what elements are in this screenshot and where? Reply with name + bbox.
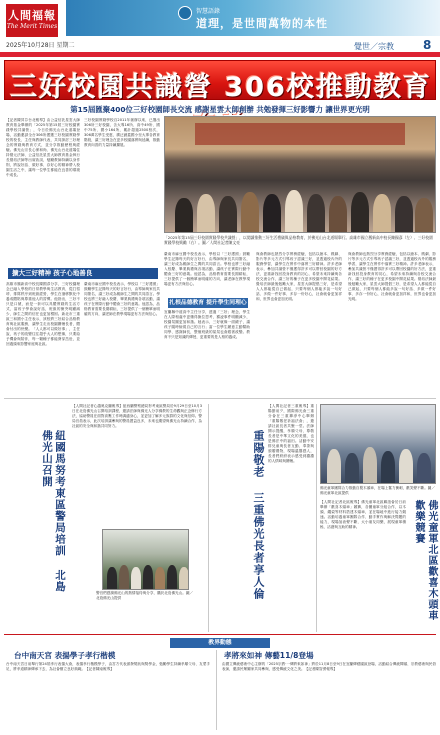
- masthead-divider: [0, 52, 440, 57]
- lead-article-col3: 臺南市麻豆國中校長表示，學校以「三好護照」鼓勵學生記錄每天的好言好行，由導師與家長共同簽名，讓三好成為親師生之間的共同語言。學校也將三好融入校慶、畢業典禮與各項活動，讓孩子在實際行動中體會三好的意義。他認為，品格教育需要長期耕耘，三好提供了一個簡單而明確的方向，讓老師在教學現場更有方法與信心。: [164, 252, 250, 286]
- photo-person: [107, 567, 117, 589]
- lead-article-col2: 三好校園實踐學校自2011年創辦以來，已選出306所三好校園，含大專16所、高中49所、國中75所、國小164所，累計超過2500校次，306萬名學生受惠，廣泛涵蓋國小至大專各教育階段，讓三好理念在更多校園落實與延續，推動教育向善的力量持續擴展。: [84, 118, 160, 147]
- photo-person: [399, 449, 413, 483]
- lower-left-photo[interactable]: [102, 529, 189, 590]
- photo-person: [119, 565, 129, 589]
- newspaper-logo[interactable]: [6, 4, 58, 37]
- lower-right-photo-caption: 佛光童軍團隊合力推動自製木頭車，在場上奮力衝刺，歡笑聲不斷。圖／佛光童軍北區提供: [320, 486, 435, 495]
- lead-article-col4: 與會教師也熱烈分享實務經驗，包括以繪本、戲劇、影片等多元方式引導孩子認識三好，並透過校內外的服務學習，讓學生在實作中落實三好精神。許多老師表示，參加共識營不僅獲得許多可以帶回校園的好方法，更重新找回投身教育的初心，希望未來持續與各校交流合作，讓三好的種子在更多校園中開花結果。覺培法師最後勉勵大家，星雲大師提倡三好，是希望人人都能從自己做起，只要每個人都能多說一句好話、多做一件好事、多存一份好心，社會就會更加祥和，世界也會更加光明。: [256, 252, 342, 301]
- subheadline: 第15屆匯聚400位三好校園師長交流 感謝星雲大師創辦 共勉發揮三好影響力 讓世界更光明: [70, 105, 370, 114]
- photo-person: [179, 567, 189, 589]
- photo-person: [395, 196, 413, 232]
- banner-slogan: 道理，是世間萬物的本性: [196, 17, 328, 30]
- photo-person: [167, 565, 177, 589]
- photo-person: [381, 451, 395, 483]
- photo-person: [263, 194, 281, 232]
- divider: [316, 404, 317, 632]
- photo-person: [143, 565, 153, 589]
- main-photo-caption: 「2025年第15屆三好校園實踐學校共識營」，以閱讀推動三好生活禮儀與品格教育，於佛光山台北道場舉行。高雄市國立鳳新高中校長陳國彥（左）、三好校園實踐學校獎勵（右）。圖／人間社記者陳文亮: [164, 235, 433, 245]
- bottom-story-1-body: 台中南天宮日前舉行第24屆孝行表揚大會，表揚孝行楷模學子，由宮方代表頒發獎狀與獎學金，勉勵學生持續孝順父母、友愛手足，將孝道精神傳承下去，為社會樹立良好典範。【記者陳南報導】: [6, 662, 210, 671]
- photo-person: [351, 192, 369, 232]
- masthead-banner: [66, 0, 440, 36]
- section-heading-1: 擴大三好精神 孩子心地善良: [8, 268, 158, 279]
- photo-person: [345, 453, 359, 483]
- masthead: [0, 0, 440, 56]
- photo-person: [329, 196, 347, 232]
- photo-person: [175, 198, 193, 232]
- lotus-icon: [178, 6, 192, 20]
- lower-mid-headline[interactable]: 重陽敬老 三重佛光長者享人倫: [252, 430, 265, 600]
- divider: [4, 634, 436, 635]
- photo-person: [327, 449, 341, 483]
- photo-person: [219, 196, 237, 232]
- banner-tag: 智慧語錄: [196, 8, 221, 15]
- headline-banner: [4, 60, 436, 103]
- photo-person: [197, 194, 215, 232]
- section-1-body-col1: 高雄市鳳新高中校長陳國彥分享，三好校園理念已融入學校的日常教學與生活教育，從打招呼、排隊秩序到班級經營，學生在潛移默化中養成體貼與尊重他人的習慣。他指出，三好不只是口號，而是一套可以具體實踐的生活方式，當孩子學會說好話，班級的衝突明顯減少，師生之間的信任也更加穩固。新北市三重區三和國小主任表示，該校將三好結合品格教育與社區服務，讓學生走出校園關懷長者，體會付出的快樂。「人人都可以做好事」，主任說，孩子的改變往往超乎大人的想像，只要給予機會與陪伴，每一顆種子都能發芽茁壯，並回過頭來影響家庭與社區。: [6, 282, 80, 346]
- page-number: 8: [423, 38, 432, 52]
- logo-title: 人間福報: [8, 9, 56, 22]
- divider: [208, 404, 209, 632]
- headline[interactable]: 三好校園共識營 306校推動教育: [10, 72, 432, 103]
- logo-subtitle: The Merit Times: [6, 23, 58, 30]
- photo-person: [417, 453, 431, 483]
- section-1-body-col2: 臺南市麻豆國中校長表示，學校以「三好護照」鼓勵學生記錄每天的好言好行，由導師與家長共同簽名，讓三好成為親師生之間的共同語言。學校也將三好融入校慶、畢業典禮與各項活動，讓孩子在實際行動中體會三好的意義。他認為，品格教育需要長期耕耘，三好提供了一個簡單而明確的方向，讓老師在教學現場更有方法與信心。: [84, 282, 160, 316]
- photo-person: [415, 198, 433, 232]
- lower-right-body: 【人間社記者北區報導】佛光童軍北區聯誼會於日前舉辦「歡喜木頭車」競賽，各團童軍分組合作，以木頭、繩索等材料搭建木頭車，並在場地中進行接力競速。活動培養童軍團隊合作、動手實作與解決問題的能力，現場加油聲不斷，大小朋友同樂，展現童軍積極、活潑與互助的精神。: [320, 500, 406, 529]
- section-label: 覺世／宗教: [354, 42, 394, 51]
- photo-person: [285, 190, 303, 232]
- lower-left-headline[interactable]: 紐國馬努考東區警局培訓 北島佛光山召開: [41, 430, 66, 593]
- photo-person: [363, 447, 377, 483]
- lower-right-photo[interactable]: [320, 404, 436, 484]
- photo-person: [241, 192, 259, 232]
- bottom-section-label: 教界動態: [170, 638, 270, 648]
- photo-person: [131, 567, 141, 589]
- divider: [4, 398, 436, 399]
- lower-mid-body: 【人間社記者三重報導】重陽節前夕，國際佛光會三重分會在三重禪淨中心舉辦「重陽敬老祈福法會」，邀請社區長者共聚一堂。法師開示提醒，孝順父母、尊敬長者是中華文化的美德，也是佛法中的福田。活動中安排兒童與長者互動、奉茶與頒贈禮物，現場溫馨感人，長者們紛紛表示感受到濃濃的人情味與關懷。: [268, 404, 314, 463]
- lower-right-headline[interactable]: 佛光童軍北區歡喜木頭車 歡樂競賽: [413, 500, 437, 621]
- divider: [216, 650, 217, 730]
- photo-person: [155, 567, 165, 589]
- issue-date: 2025年10月28日 星期二: [6, 42, 75, 49]
- section-heading-2: 扎根品德教育 提升學生同理心: [169, 300, 247, 306]
- lower-left-body: 【人間社記者心越奧克蘭報導】紐西蘭警察總局努考東區警局於9月29日至10月3日在北島佛光山召開培訓課程，邀請法師與佛光人分享佛教的生命觀與正念修行方法，協助警員在面對高壓工作時調適身心，並更加了解多元族群的文化與信仰。警局官員表示，此次培訓讓參與的警員獲益良多，未來也期望與佛光山持續合作，為社區的安全與和諧共同努力。: [72, 404, 202, 428]
- stage-banner: [195, 123, 405, 145]
- photo-person: [307, 194, 325, 232]
- lead-article-col5: 與會教師也熱烈分享實務經驗，包括以繪本、戲劇、影片等多元方式引導孩子認識三好，並透過校內外的服務學習，讓學生在實作中落實三好精神。許多老師表示，參加共識營不僅獲得許多可以帶回校園的好方法，更重新找回投身教育的初心，希望未來持續與各校交流合作，讓三好的種子在更多校園中開花結果。覺培法師最後勉勵大家，星雲大師提倡三好，是希望人人都能從自己做起，只要每個人都能多說一句好話、多做一件好事、多存一份好心，社會就會更加祥和，世界也會更加光明。: [348, 252, 436, 301]
- bottom-story-2-title[interactable]: 孝將來如神 傳藝11/8登場: [224, 651, 314, 660]
- lower-left-photo-caption: 警官們感謝佛光山的熱情接待與分享，攝於北島佛光山。圖／北島佛光山提供: [96, 591, 194, 600]
- bottom-story-1-title[interactable]: 台中南天宮 表揚學子孝行楷模: [14, 651, 116, 660]
- main-photo[interactable]: [164, 116, 436, 233]
- section-2-body: 宜蘭縣中道高中主任分享，透過「三好」理念，學生在人際相處中更懂得換位思考，霸凌事件明顯減少，校園氛圍更加和諧。她表示，三好就像一面鏡子，讓孩子隨時檢視自己的言行；當一位學生願意主動幫助同學、感謝師長，整個班級的氣氛也會跟著改變。教育不只是知識的傳授，更重要的是人格的養成。: [164, 310, 250, 339]
- photo-person: [373, 194, 391, 232]
- lead-article-col1: 【記者陳昇芬台北報導】由公益信託星雲大師教育基金舉辦的「2025年第15屆三好校園實踐學校共識營」，今日於佛光山台北道場登場，活動邀請全台306所獲選三好校園實踐學校的校長、主任與教師代表，共同探討三好理念的實踐與教育方式，並分享推動歷程與經驗。佛光山宗長心保和尚、佛光山台北道場住持覺元法師、公益信託星雲大師教育基金執行長覺培法師等出席致詞，勉勵教師持續以身作則，將說好話、做好事、存好心的精神帶入校園生活之中，讓每一位學生都能在良善的環境中成長。: [6, 118, 80, 177]
- bottom-story-2-body: 由國立傳統藝術中心主辦的「2025宗教·一傳將來如神」將於11月8日至9日在宜蘭傳藝園區登場，活動結合傳統陣頭、宗教藝術與民俗表演，邀請民眾闔家共同參與，感受傳統文化之美。【記者陳智勇報導】: [222, 662, 436, 671]
